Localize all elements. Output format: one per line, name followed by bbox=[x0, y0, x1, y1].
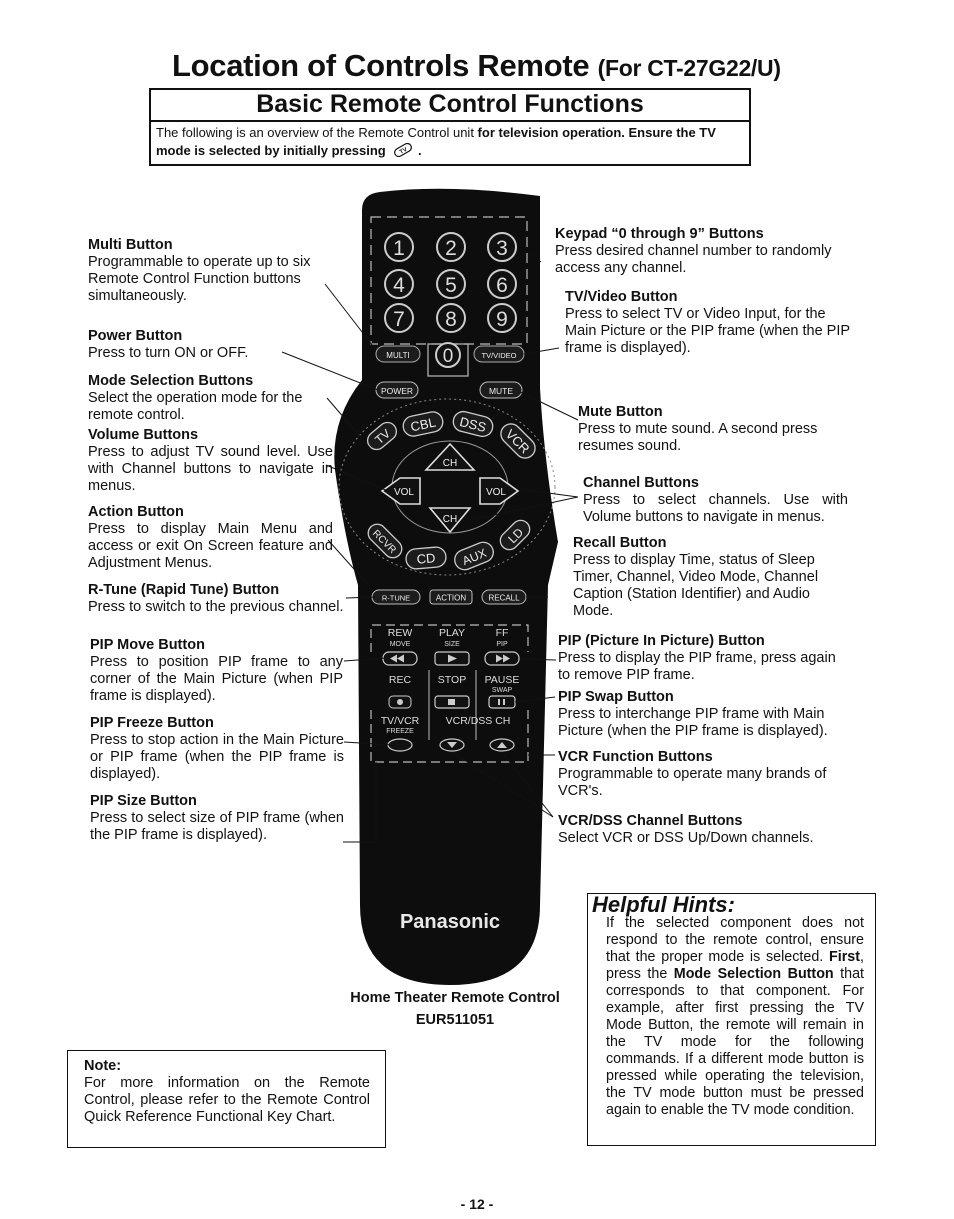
stop-label: STOP bbox=[437, 674, 467, 686]
ff-label: FF bbox=[495, 627, 509, 639]
key-0-label: 0 bbox=[442, 346, 454, 367]
intro-end: . bbox=[418, 143, 422, 158]
cbl-mode-label: CBL bbox=[409, 414, 438, 435]
intro-part2: for television operation. Ensure the TV mode is selected by initially pressing bbox=[156, 125, 716, 158]
rec-label: REC bbox=[388, 674, 412, 686]
vcrdss-label: VCR/DSS CH bbox=[445, 715, 511, 727]
label-title: VCR/DSS Channel Buttons bbox=[558, 813, 743, 829]
cd-mode-label: CD bbox=[416, 550, 437, 567]
label-title: Volume Buttons bbox=[88, 427, 199, 443]
rew-label: REW bbox=[387, 627, 413, 639]
page-title-model: (For CT-27G22/U) bbox=[597, 55, 781, 81]
key-6[interactable] bbox=[488, 270, 516, 298]
section-title: Basic Remote Control Functions bbox=[149, 88, 751, 122]
label-text: Select the operation mode for the remote control. bbox=[88, 390, 303, 423]
channel-down-label: CH bbox=[442, 514, 458, 525]
label-text: Press to select channels. Use with Volume buttons to navigate in menus. bbox=[583, 492, 848, 525]
pause-button[interactable] bbox=[489, 696, 515, 708]
key-9[interactable] bbox=[488, 304, 516, 332]
action-button[interactable] bbox=[430, 590, 472, 604]
note bbox=[84, 1058, 370, 1126]
rtune-label: R-TUNE bbox=[381, 593, 411, 603]
key-1-label: 1 bbox=[393, 237, 405, 260]
multi-button-label: MULTI bbox=[386, 351, 410, 360]
hints-text1: If the selected component does not respond to the remote control, ensure that the proper mode is selected. bbox=[606, 915, 864, 965]
pause-label: PAUSE bbox=[484, 674, 520, 686]
key-0[interactable] bbox=[436, 343, 460, 367]
label-title: PIP Move Button bbox=[90, 637, 205, 653]
play-label: PLAY bbox=[438, 627, 466, 639]
label-title: PIP Size Button bbox=[90, 793, 197, 809]
label-text: Press to select TV or Video Input, for the Main Picture or the PIP frame (when the PIP frame is displayed). bbox=[565, 306, 850, 356]
label-title: TV/Video Button bbox=[565, 289, 678, 305]
label-title: Mute Button bbox=[578, 404, 663, 420]
vcr-dss-channel-up-button[interactable] bbox=[490, 739, 514, 751]
label-text: Press to select size of PIP frame (when the PIP frame is displayed). bbox=[90, 810, 344, 843]
label-title: Recall Button bbox=[573, 535, 667, 551]
key-2-label: 2 bbox=[445, 237, 457, 260]
channel-up-label: CH bbox=[442, 458, 458, 469]
key-4[interactable] bbox=[385, 270, 413, 298]
stop-icon bbox=[448, 699, 455, 705]
label-text: Programmable to operate up to six Remote Control Function buttons simultaneously. bbox=[88, 254, 311, 304]
power-button-label: POWER bbox=[380, 386, 414, 396]
swap-label: SWAP bbox=[491, 687, 513, 694]
label-text: Press to turn ON or OFF. bbox=[88, 345, 249, 361]
key-4-label: 4 bbox=[393, 274, 405, 297]
label-title: VCR Function Buttons bbox=[558, 749, 713, 765]
stop-button[interactable] bbox=[435, 696, 469, 708]
mute-button[interactable] bbox=[480, 382, 522, 398]
rec-icon bbox=[397, 699, 403, 705]
hints-bold2: Mode Selection Button bbox=[673, 966, 834, 982]
label-title: Mode Selection Buttons bbox=[88, 373, 254, 389]
label-title: Action Button bbox=[88, 504, 184, 520]
label-title: Multi Button bbox=[88, 237, 173, 253]
pip-label: PIP bbox=[496, 641, 508, 648]
hints-title: Helpful Hints: bbox=[592, 892, 735, 917]
label-text: Press to mute sound. A second press resumes sound. bbox=[578, 421, 818, 454]
page-title-main: Location of Controls Remote bbox=[172, 48, 590, 83]
vcr-dss-channel-down-button[interactable] bbox=[440, 739, 464, 751]
page-number: - 12 - bbox=[460, 1196, 494, 1212]
ld-mode-label: LD bbox=[505, 525, 527, 547]
volume-down-label: VOL bbox=[393, 487, 415, 498]
key-2[interactable] bbox=[437, 233, 465, 261]
note-title: Note: bbox=[84, 1058, 122, 1074]
label-text: Press to display Main Menu and access or exit On Screen feature and Adjustment Menus. bbox=[88, 521, 333, 571]
label-text: Press to display the PIP frame, press again to remove PIP frame. bbox=[558, 650, 836, 683]
caption-line2: EUR511051 bbox=[415, 1012, 495, 1028]
key-8[interactable] bbox=[437, 304, 465, 332]
multi-button[interactable] bbox=[376, 346, 420, 362]
label-title: PIP (Picture In Picture) Button bbox=[558, 633, 765, 649]
helpful-hints bbox=[592, 892, 864, 1119]
key-5[interactable] bbox=[437, 270, 465, 298]
label-title: Channel Buttons bbox=[583, 475, 699, 491]
recall-button[interactable] bbox=[482, 590, 526, 604]
key-7[interactable] bbox=[385, 304, 413, 332]
label-text: Press to adjust TV sound level. Use with Channel buttons to navigate in menus. bbox=[88, 444, 333, 494]
key-6-label: 6 bbox=[496, 274, 508, 297]
label-text: Programmable to operate many brands of VCR's. bbox=[558, 766, 827, 799]
rtune-button[interactable] bbox=[372, 590, 420, 604]
rcvr-mode-label: RCVR bbox=[370, 528, 398, 556]
label-text: Press to switch to the previous channel. bbox=[88, 599, 344, 615]
label-title: PIP Swap Button bbox=[558, 689, 674, 705]
label-title: Keypad “0 through 9” Buttons bbox=[555, 226, 764, 242]
tv-video-button[interactable] bbox=[474, 346, 524, 362]
mute-button-label: MUTE bbox=[488, 386, 514, 396]
action-label: ACTION bbox=[435, 593, 467, 603]
intro-part1: The following is an overview of the Remote Control unit bbox=[156, 125, 478, 140]
note-text: For more information on the Remote Control, please refer to the Remote Control Quick Reference Functional Key Chart. bbox=[84, 1075, 370, 1125]
key-1[interactable] bbox=[385, 233, 413, 261]
size-label: SIZE bbox=[444, 641, 460, 648]
key-5-label: 5 bbox=[445, 274, 457, 297]
tv-video-button-label: TV/VIDEO bbox=[481, 351, 517, 360]
tv-mode-label: TV bbox=[372, 426, 394, 448]
hints-text bbox=[606, 915, 864, 1119]
tvvcr-label: TV/VCR bbox=[380, 715, 420, 727]
recall-label: RECALL bbox=[488, 593, 520, 603]
move-label: MOVE bbox=[389, 641, 411, 648]
label-text: Press to display Time, status of Sleep Timer, Channel, Video Mode, Channel Caption (Station Identifier) and Audio Mode. bbox=[573, 552, 819, 619]
label-text: Select VCR or DSS Up/Down channels. bbox=[558, 830, 814, 846]
pause-icon bbox=[498, 699, 500, 705]
ff-button[interactable] bbox=[485, 652, 519, 665]
caption-line1: Home Theater Remote Control bbox=[350, 990, 560, 1006]
rec-button[interactable] bbox=[389, 696, 411, 708]
hints-text2: , press the bbox=[606, 949, 864, 982]
key-9-label: 9 bbox=[496, 308, 508, 331]
key-3[interactable] bbox=[488, 233, 516, 261]
label-text: Press to stop action in the Main Picture or PIP frame (when the PIP frame is displayed). bbox=[90, 732, 344, 782]
key-3-label: 3 bbox=[496, 237, 508, 260]
dss-mode-label: DSS bbox=[458, 413, 488, 435]
power-button[interactable] bbox=[376, 382, 418, 398]
freeze-label: FREEZE bbox=[386, 728, 414, 735]
label-text: Press to position PIP frame to any corner of the Main Picture (when PIP frame is displayed). bbox=[90, 654, 343, 704]
label-text: Press desired channel number to randomly access any channel. bbox=[555, 243, 832, 276]
hints-bold1: First bbox=[829, 949, 861, 965]
play-button[interactable] bbox=[435, 652, 469, 665]
key-8-label: 8 bbox=[445, 308, 457, 331]
svg-text:TV: TV bbox=[399, 146, 409, 156]
remote-caption bbox=[340, 987, 570, 1031]
label-title: Power Button bbox=[88, 328, 183, 344]
aux-mode-label: AUX bbox=[460, 545, 489, 569]
vcr-mode-label: VCR bbox=[502, 426, 533, 457]
cd-mode-button[interactable] bbox=[405, 546, 447, 569]
hints-text3: that corresponds to that component. For example, after first pressing the TV Mode Button, the remote will remain in the TV mode for the following commands. If a different mode button is pressed while operating the television, the TV mode button must be pressed again to enable the TV mode condition. bbox=[606, 966, 864, 1118]
brand-logo: Panasonic bbox=[399, 911, 501, 933]
label-text: Press to interchange PIP frame with Main Picture (when the PIP frame is displayed). bbox=[558, 706, 828, 739]
label-title: R-Tune (Rapid Tune) Button bbox=[88, 582, 280, 598]
key-7-label: 7 bbox=[393, 308, 405, 331]
volume-up-label: VOL bbox=[485, 487, 507, 498]
label-title: PIP Freeze Button bbox=[90, 715, 214, 731]
rew-button[interactable] bbox=[383, 652, 417, 665]
